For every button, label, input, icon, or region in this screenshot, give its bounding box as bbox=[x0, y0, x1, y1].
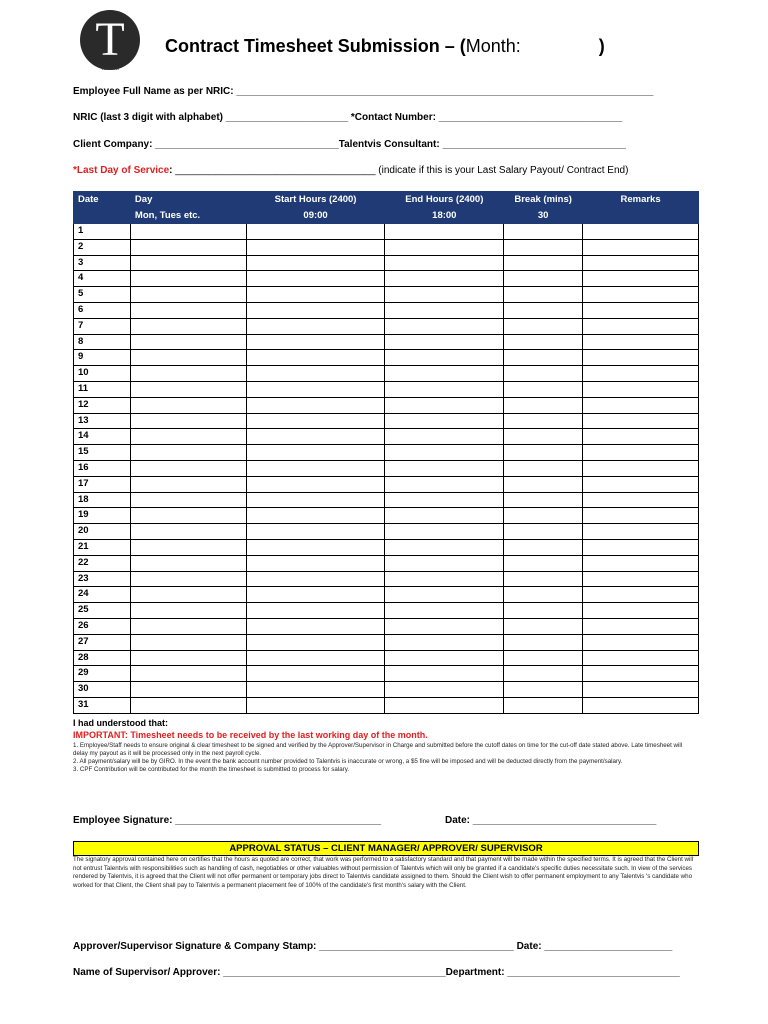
title-month-label: Month: bbox=[465, 36, 521, 56]
start-hours-cell[interactable] bbox=[246, 381, 385, 397]
start-hours-cell[interactable] bbox=[246, 239, 385, 255]
end-hours-cell[interactable] bbox=[385, 555, 504, 571]
remarks-cell[interactable] bbox=[583, 381, 699, 397]
date-cell: 25 bbox=[74, 603, 131, 619]
end-hours-cell[interactable] bbox=[385, 429, 504, 445]
start-hours-cell[interactable] bbox=[246, 429, 385, 445]
break-cell[interactable] bbox=[504, 413, 583, 429]
day-cell[interactable] bbox=[130, 445, 246, 461]
table-row bbox=[74, 682, 699, 698]
end-hours-cell[interactable] bbox=[385, 302, 504, 318]
remarks-cell[interactable] bbox=[583, 587, 699, 603]
day-cell[interactable] bbox=[130, 334, 246, 350]
end-hours-cell[interactable] bbox=[385, 366, 504, 382]
start-hours-cell[interactable] bbox=[246, 634, 385, 650]
end-hours-cell[interactable] bbox=[385, 318, 504, 334]
title-main: Contract Timesheet Submission – ( bbox=[165, 36, 466, 56]
date-cell: 19 bbox=[74, 508, 131, 524]
date-cell: 3 bbox=[74, 255, 131, 271]
date-cell: 15 bbox=[74, 445, 131, 461]
table-row bbox=[74, 429, 699, 445]
day-cell[interactable] bbox=[130, 634, 246, 650]
table-row bbox=[74, 302, 699, 318]
remarks-cell[interactable] bbox=[583, 334, 699, 350]
day-cell[interactable] bbox=[130, 224, 246, 240]
start-hours-cell[interactable] bbox=[246, 524, 385, 540]
end-hours-cell[interactable] bbox=[385, 682, 504, 698]
example-day: Mon, Tues etc. bbox=[130, 208, 246, 224]
date-cell: 4 bbox=[74, 271, 131, 287]
day-cell[interactable] bbox=[130, 508, 246, 524]
table-row bbox=[74, 492, 699, 508]
start-hours-cell[interactable] bbox=[246, 476, 385, 492]
end-hours-cell[interactable] bbox=[385, 350, 504, 366]
example-date bbox=[74, 208, 131, 224]
last-day-label: *Last Day of Service bbox=[73, 165, 170, 176]
start-hours-cell[interactable] bbox=[246, 302, 385, 318]
table-row bbox=[74, 397, 699, 413]
break-cell[interactable] bbox=[504, 287, 583, 303]
day-cell[interactable] bbox=[130, 397, 246, 413]
start-hours-cell[interactable] bbox=[246, 666, 385, 682]
start-hours-cell[interactable] bbox=[246, 650, 385, 666]
end-hours-cell[interactable] bbox=[385, 666, 504, 682]
table-row bbox=[74, 587, 699, 603]
supervisor-name-field[interactable]: Name of Supervisor/ Approver: ________________________________________Department: _______________________________ bbox=[73, 967, 680, 978]
end-hours-cell[interactable] bbox=[385, 397, 504, 413]
approver-signature-field[interactable]: Approver/Supervisor Signature & Company Stamp: ___________________________________ Date: _______________________ bbox=[73, 941, 673, 952]
start-hours-cell[interactable] bbox=[246, 255, 385, 271]
table-row bbox=[74, 618, 699, 634]
table-row bbox=[74, 666, 699, 682]
remarks-cell[interactable] bbox=[583, 682, 699, 698]
talentvis-logo bbox=[80, 10, 140, 70]
table-example-row bbox=[74, 208, 699, 224]
start-hours-cell[interactable] bbox=[246, 334, 385, 350]
day-cell[interactable] bbox=[130, 239, 246, 255]
break-cell[interactable] bbox=[504, 666, 583, 682]
start-hours-cell[interactable] bbox=[246, 287, 385, 303]
table-row bbox=[74, 476, 699, 492]
end-hours-cell[interactable] bbox=[385, 381, 504, 397]
remarks-cell[interactable] bbox=[583, 539, 699, 555]
date-cell: 18 bbox=[74, 492, 131, 508]
break-cell[interactable] bbox=[504, 429, 583, 445]
break-cell[interactable] bbox=[504, 318, 583, 334]
remarks-cell[interactable] bbox=[583, 255, 699, 271]
header-break: Break (mins) bbox=[504, 192, 583, 208]
logo-caption: Talentvis bbox=[100, 67, 120, 72]
note-item: 2. All payment/salary will be by GIRO. In the event the bank account number provided to Talentvis is inaccurate or wrong, a $5 fine will be imposed and will be deducted directly from the payment/salary. bbox=[73, 758, 623, 765]
day-cell[interactable] bbox=[130, 287, 246, 303]
table-row bbox=[74, 366, 699, 382]
break-cell[interactable] bbox=[504, 350, 583, 366]
break-cell[interactable] bbox=[504, 650, 583, 666]
table-row bbox=[74, 508, 699, 524]
remarks-cell[interactable] bbox=[583, 271, 699, 287]
start-hours-cell[interactable] bbox=[246, 508, 385, 524]
end-hours-cell[interactable] bbox=[385, 697, 504, 713]
day-cell[interactable] bbox=[130, 476, 246, 492]
break-cell[interactable] bbox=[504, 302, 583, 318]
date-cell: 9 bbox=[74, 350, 131, 366]
day-cell[interactable] bbox=[130, 524, 246, 540]
remarks-cell[interactable] bbox=[583, 224, 699, 240]
table-row bbox=[74, 634, 699, 650]
date-cell: 30 bbox=[74, 682, 131, 698]
table-row bbox=[74, 460, 699, 476]
break-cell[interactable] bbox=[504, 618, 583, 634]
start-hours-cell[interactable] bbox=[246, 271, 385, 287]
date-cell: 22 bbox=[74, 555, 131, 571]
table-row bbox=[74, 381, 699, 397]
end-hours-cell[interactable] bbox=[385, 508, 504, 524]
header-start-hours: Start Hours (2400) bbox=[246, 192, 385, 208]
remarks-cell[interactable] bbox=[583, 618, 699, 634]
break-cell[interactable] bbox=[504, 460, 583, 476]
last-day-colon: : bbox=[169, 165, 173, 176]
date-cell: 8 bbox=[74, 334, 131, 350]
day-cell[interactable] bbox=[130, 318, 246, 334]
remarks-cell[interactable] bbox=[583, 287, 699, 303]
approval-status-bar: APPROVAL STATUS – CLIENT MANAGER/ APPROVER/ SUPERVISOR bbox=[73, 841, 699, 856]
start-hours-cell[interactable] bbox=[246, 397, 385, 413]
end-hours-cell[interactable] bbox=[385, 287, 504, 303]
break-cell[interactable] bbox=[504, 555, 583, 571]
remarks-cell[interactable] bbox=[583, 413, 699, 429]
day-cell[interactable] bbox=[130, 603, 246, 619]
break-cell[interactable] bbox=[504, 571, 583, 587]
table-row bbox=[74, 224, 699, 240]
end-hours-cell[interactable] bbox=[385, 334, 504, 350]
day-cell[interactable] bbox=[130, 682, 246, 698]
table-row bbox=[74, 350, 699, 366]
break-cell[interactable] bbox=[504, 476, 583, 492]
date-cell: 17 bbox=[74, 476, 131, 492]
remarks-cell[interactable] bbox=[583, 603, 699, 619]
timesheet-table bbox=[73, 191, 699, 714]
end-hours-cell[interactable] bbox=[385, 650, 504, 666]
break-cell[interactable] bbox=[504, 334, 583, 350]
day-cell[interactable] bbox=[130, 413, 246, 429]
end-hours-cell[interactable] bbox=[385, 618, 504, 634]
start-hours-cell[interactable] bbox=[246, 587, 385, 603]
date-cell: 23 bbox=[74, 571, 131, 587]
start-hours-cell[interactable] bbox=[246, 445, 385, 461]
remarks-cell[interactable] bbox=[583, 397, 699, 413]
remarks-cell[interactable] bbox=[583, 492, 699, 508]
break-cell[interactable] bbox=[504, 224, 583, 240]
remarks-cell[interactable] bbox=[583, 650, 699, 666]
date-cell: 16 bbox=[74, 460, 131, 476]
start-hours-cell[interactable] bbox=[246, 460, 385, 476]
header-end-hours: End Hours (2400) bbox=[385, 192, 504, 208]
start-hours-cell[interactable] bbox=[246, 366, 385, 382]
header-date: Date bbox=[74, 192, 131, 208]
start-hours-cell[interactable] bbox=[246, 603, 385, 619]
end-hours-cell[interactable] bbox=[385, 492, 504, 508]
date-cell: 24 bbox=[74, 587, 131, 603]
table-header-row bbox=[74, 192, 699, 208]
day-cell[interactable] bbox=[130, 271, 246, 287]
break-cell[interactable] bbox=[504, 634, 583, 650]
start-hours-cell[interactable] bbox=[246, 413, 385, 429]
day-cell[interactable] bbox=[130, 666, 246, 682]
example-start: 09:00 bbox=[246, 208, 385, 224]
table-row bbox=[74, 539, 699, 555]
date-cell: 11 bbox=[74, 381, 131, 397]
header-remarks: Remarks bbox=[583, 192, 699, 208]
break-cell[interactable] bbox=[504, 587, 583, 603]
break-cell[interactable] bbox=[504, 682, 583, 698]
day-cell[interactable] bbox=[130, 350, 246, 366]
remarks-cell[interactable] bbox=[583, 350, 699, 366]
table-row bbox=[74, 318, 699, 334]
start-hours-cell[interactable] bbox=[246, 492, 385, 508]
table-row bbox=[74, 334, 699, 350]
note-item: 1. Employee/Staff needs to ensure original & clear timesheet to be signed and verified by the Approver/Supervisor in Charge and submitted before the cutoff dates on time for the cut-off date stated above. Late timesheet will delay my payout as it will be processed only in the next payroll cycle. bbox=[73, 742, 683, 757]
table-row bbox=[74, 571, 699, 587]
remarks-cell[interactable] bbox=[583, 239, 699, 255]
last-day-rest: ____________________________________ (indicate if this is your Last Salary Payout/ Contract End) bbox=[172, 165, 629, 176]
remarks-cell[interactable] bbox=[583, 476, 699, 492]
end-hours-cell[interactable] bbox=[385, 271, 504, 287]
date-cell: 10 bbox=[74, 366, 131, 382]
date-cell: 2 bbox=[74, 239, 131, 255]
break-cell[interactable] bbox=[504, 239, 583, 255]
remarks-cell[interactable] bbox=[583, 697, 699, 713]
start-hours-cell[interactable] bbox=[246, 350, 385, 366]
remarks-cell[interactable] bbox=[583, 302, 699, 318]
employee-date-field[interactable]: Date: _________________________________ bbox=[445, 815, 657, 826]
date-cell: 14 bbox=[74, 429, 131, 445]
end-hours-cell[interactable] bbox=[385, 413, 504, 429]
break-cell[interactable] bbox=[504, 508, 583, 524]
remarks-cell[interactable] bbox=[583, 634, 699, 650]
break-cell[interactable] bbox=[504, 271, 583, 287]
date-cell: 31 bbox=[74, 697, 131, 713]
day-cell[interactable] bbox=[130, 650, 246, 666]
break-cell[interactable] bbox=[504, 492, 583, 508]
table-row bbox=[74, 271, 699, 287]
date-cell: 6 bbox=[74, 302, 131, 318]
break-cell[interactable] bbox=[504, 697, 583, 713]
table-row bbox=[74, 445, 699, 461]
notes-list bbox=[73, 742, 693, 774]
date-cell: 21 bbox=[74, 539, 131, 555]
employee-signature-field[interactable]: Employee Signature: _____________________________________ bbox=[73, 815, 382, 826]
remarks-cell[interactable] bbox=[583, 445, 699, 461]
day-cell[interactable] bbox=[130, 555, 246, 571]
start-hours-cell[interactable] bbox=[246, 697, 385, 713]
break-cell[interactable] bbox=[504, 366, 583, 382]
day-cell[interactable] bbox=[130, 429, 246, 445]
end-hours-cell[interactable] bbox=[385, 587, 504, 603]
approval-terms: The signatory approval contained here on certifies that the hours as quoted are correct, that work was performed to a satisfactory standard and that payment will be made within the specified terms. It is agreed that the Client will not entrust Talentvis with responsibilities such as handling of cash, negotiables or other valuables without permission of Talentvis which will only be granted if a candidate's specific duties necessitate such. In view of the services rendered by Talentvis, it is agreed that the Client will not offer permanent or temporary jobs direct to Talentvis candidate assigned to them. Should the Client wish to offer permanent employment to any Talentvis 's candidate who worked for that Client, the Client shall pay to Talentvis a permanent placement fee of 100% of the candidate's first month's salary with the Client. bbox=[73, 856, 694, 889]
date-cell: 13 bbox=[74, 413, 131, 429]
end-hours-cell[interactable] bbox=[385, 524, 504, 540]
day-cell[interactable] bbox=[130, 539, 246, 555]
nric-contact-field[interactable]: NRIC (last 3 digit with alphabet) ______________________ *Contact Number: _________________________________ bbox=[73, 112, 623, 123]
note-item: 3. CPF Contribution will be contributed for the month the timesheet is submitted to process for salary. bbox=[73, 766, 350, 773]
example-end: 18:00 bbox=[385, 208, 504, 224]
day-cell[interactable] bbox=[130, 571, 246, 587]
date-cell: 28 bbox=[74, 650, 131, 666]
table-row bbox=[74, 239, 699, 255]
table-row bbox=[74, 255, 699, 271]
end-hours-cell[interactable] bbox=[385, 239, 504, 255]
page-title bbox=[165, 36, 605, 57]
last-day-field[interactable] bbox=[73, 165, 628, 176]
break-cell[interactable] bbox=[504, 524, 583, 540]
day-cell[interactable] bbox=[130, 381, 246, 397]
day-cell[interactable] bbox=[130, 697, 246, 713]
start-hours-cell[interactable] bbox=[246, 539, 385, 555]
remarks-cell[interactable] bbox=[583, 318, 699, 334]
table-row bbox=[74, 524, 699, 540]
day-cell[interactable] bbox=[130, 302, 246, 318]
table-row bbox=[74, 555, 699, 571]
remarks-cell[interactable] bbox=[583, 508, 699, 524]
important-notice: IMPORTANT: Timesheet needs to be received by the last working day of the month. bbox=[73, 730, 428, 740]
start-hours-cell[interactable] bbox=[246, 555, 385, 571]
break-cell[interactable] bbox=[504, 381, 583, 397]
logo-letter: T bbox=[95, 13, 125, 66]
date-cell: 7 bbox=[74, 318, 131, 334]
end-hours-cell[interactable] bbox=[385, 634, 504, 650]
employee-name-field[interactable]: Employee Full Name as per NRIC: ___________________________________________________________________________ bbox=[73, 86, 654, 97]
remarks-cell[interactable] bbox=[583, 366, 699, 382]
end-hours-cell[interactable] bbox=[385, 445, 504, 461]
start-hours-cell[interactable] bbox=[246, 318, 385, 334]
remarks-cell[interactable] bbox=[583, 460, 699, 476]
date-cell: 26 bbox=[74, 618, 131, 634]
day-cell[interactable] bbox=[130, 255, 246, 271]
header-day: Day bbox=[130, 192, 246, 208]
understood-heading: I had understood that: bbox=[73, 718, 168, 728]
start-hours-cell[interactable] bbox=[246, 571, 385, 587]
start-hours-cell[interactable] bbox=[246, 682, 385, 698]
break-cell[interactable] bbox=[504, 255, 583, 271]
table-row bbox=[74, 413, 699, 429]
end-hours-cell[interactable] bbox=[385, 255, 504, 271]
end-hours-cell[interactable] bbox=[385, 603, 504, 619]
end-hours-cell[interactable] bbox=[385, 571, 504, 587]
break-cell[interactable] bbox=[504, 539, 583, 555]
table-row bbox=[74, 287, 699, 303]
start-hours-cell[interactable] bbox=[246, 618, 385, 634]
day-cell[interactable] bbox=[130, 618, 246, 634]
remarks-cell[interactable] bbox=[583, 666, 699, 682]
break-cell[interactable] bbox=[504, 445, 583, 461]
end-hours-cell[interactable] bbox=[385, 224, 504, 240]
end-hours-cell[interactable] bbox=[385, 460, 504, 476]
table-row bbox=[74, 697, 699, 713]
break-cell[interactable] bbox=[504, 603, 583, 619]
date-cell: 5 bbox=[74, 287, 131, 303]
break-cell[interactable] bbox=[504, 397, 583, 413]
remarks-cell[interactable] bbox=[583, 555, 699, 571]
date-cell: 29 bbox=[74, 666, 131, 682]
example-break: 30 bbox=[504, 208, 583, 224]
table-row bbox=[74, 650, 699, 666]
remarks-cell[interactable] bbox=[583, 571, 699, 587]
remarks-cell[interactable] bbox=[583, 524, 699, 540]
client-consultant-field[interactable]: Client Company: _________________________________Talentvis Consultant: _________________________________ bbox=[73, 139, 626, 150]
table-row bbox=[74, 603, 699, 619]
end-hours-cell[interactable] bbox=[385, 539, 504, 555]
day-cell[interactable] bbox=[130, 587, 246, 603]
remarks-cell[interactable] bbox=[583, 429, 699, 445]
example-remarks bbox=[583, 208, 699, 224]
day-cell[interactable] bbox=[130, 492, 246, 508]
title-close: ) bbox=[598, 36, 605, 56]
end-hours-cell[interactable] bbox=[385, 476, 504, 492]
date-cell: 1 bbox=[74, 224, 131, 240]
date-cell: 27 bbox=[74, 634, 131, 650]
day-cell[interactable] bbox=[130, 366, 246, 382]
day-cell[interactable] bbox=[130, 460, 246, 476]
date-cell: 12 bbox=[74, 397, 131, 413]
date-cell: 20 bbox=[74, 524, 131, 540]
start-hours-cell[interactable] bbox=[246, 224, 385, 240]
